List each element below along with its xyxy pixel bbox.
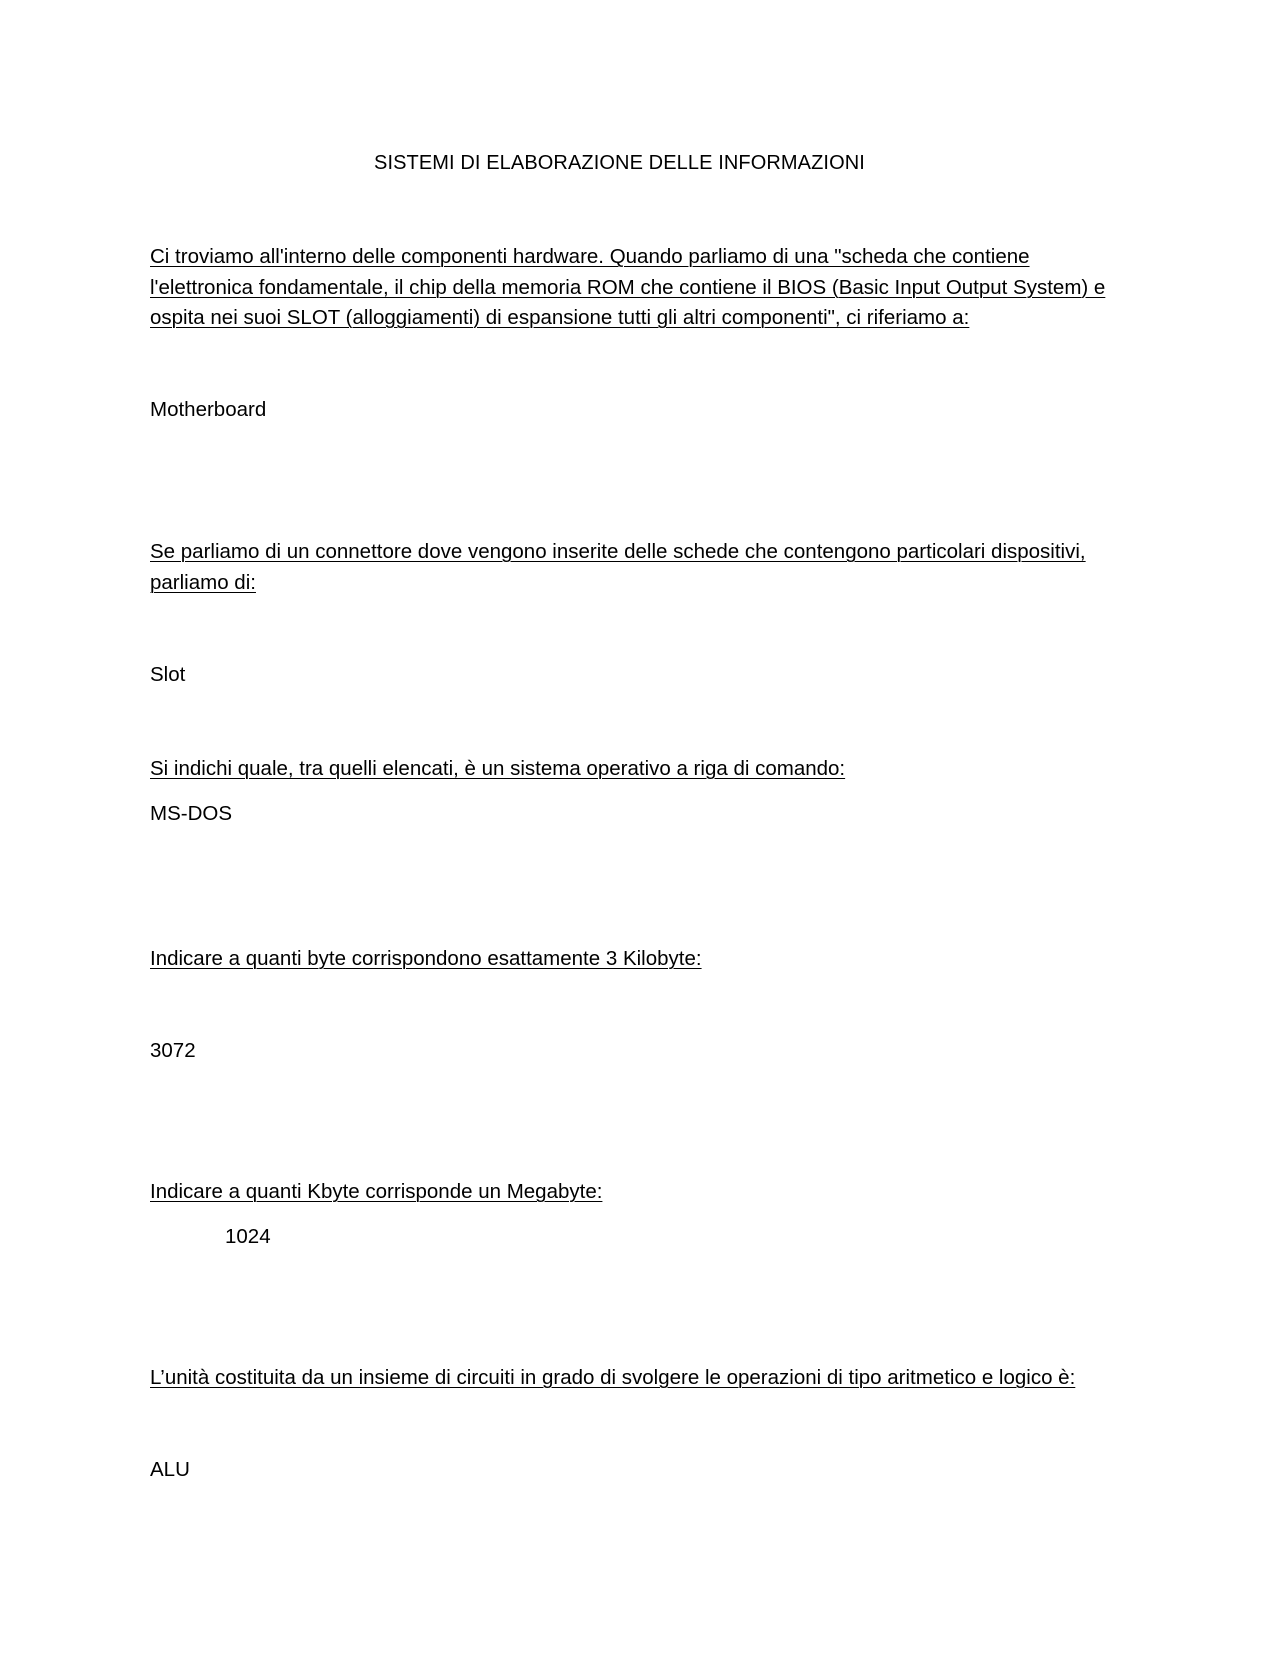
answer-3: MS-DOS: [150, 802, 232, 825]
question-2: Se parliamo di un connettore dove vengono inserite delle schede che contengono particolari dispositivi, parliamo di:: [150, 540, 1086, 594]
question-1: [150, 242, 1130, 334]
answer-5: 1024: [225, 1225, 271, 1248]
question-1-text: Ci troviamo all'interno delle componenti hardware. Quando parliamo di una "scheda che contiene l'elettronica fondamentale, il chip della memoria ROM che contiene il BIOS (Basic Input Output System) e ospita nei suoi SLOT (alloggiamenti) di espansione tutti gli altri componenti", ci riferiamo a:: [150, 245, 1106, 329]
question-4: Indicare a quanti byte corrispondono esattamente 3 Kilobyte:: [150, 947, 702, 970]
answer-blank: [969, 303, 1005, 334]
question-3: Si indichi quale, tra quelli elencati, è un sistema operativo a riga di comando:: [150, 757, 846, 780]
question-6: L’unità costituita da un insieme di circuiti in grado di svolgere le operazioni di tipo aritmetico e logico è:: [150, 1366, 1076, 1389]
question-5: Indicare a quanti Kbyte corrisponde un Megabyte:: [150, 1180, 603, 1203]
answer-4: 3072: [150, 1039, 196, 1062]
answer-6: ALU: [150, 1458, 190, 1481]
answer-1: Motherboard: [150, 398, 267, 421]
document-title: SISTEMI DI ELABORAZIONE DELLE INFORMAZIONI: [374, 152, 865, 174]
answer-2: Slot: [150, 663, 186, 686]
